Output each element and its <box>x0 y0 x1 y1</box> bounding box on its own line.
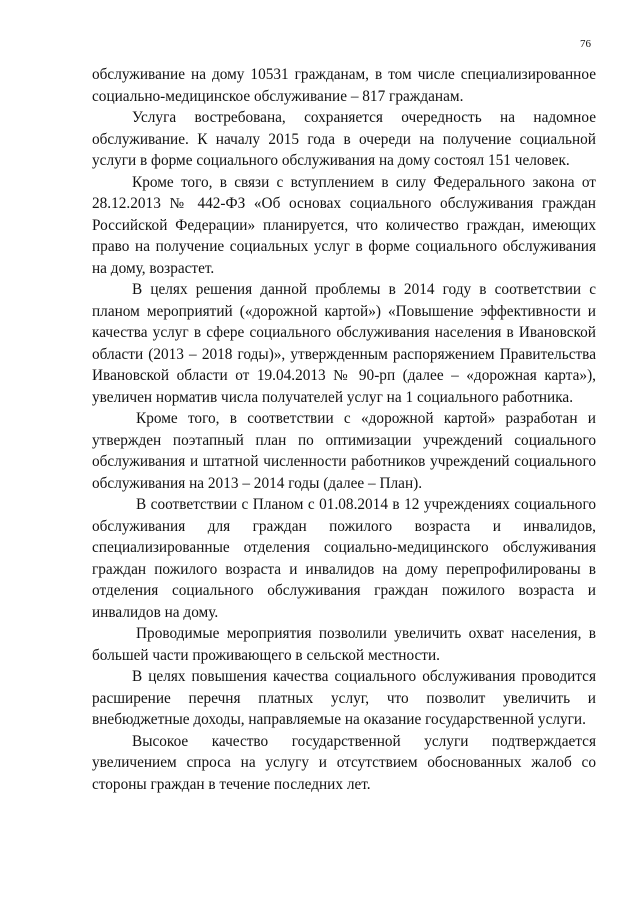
paragraph-8: В целях повышения качества социального обслуживания проводится расширение перечня платных услуг, что позволит увеличить и внебюджетные доходы, направляемые на оказание государственной услуги. <box>92 668 596 728</box>
paragraph-4: В целях решения данной проблемы в 2014 году в соответствии с планом мероприятий («дорожной картой») «Повышение эффективности и качества услуг в сфере социального обслуживания населения в Ивановской области (2013 – 2018 годы)», утвержденным распоряжением Правительства Ивановской области от 19.04.2013 № 90-рп (далее – «дорожная карта»), увеличен норматив числа получателей услуг на 1 социального работника. <box>92 281 596 406</box>
paragraph-1: обслуживание на дому 10531 гражданам, в том числе специализированное социально-медицинское обслуживание – 817 гражданам. <box>92 66 596 105</box>
paragraph-9: Высокое качество государственной услуги подтверждается увеличением спроса на услугу и отсутствием обоснованных жалоб со стороны граждан в течение последних лет. <box>92 732 596 793</box>
paragraph-6: В соответствии с Планом с 01.08.2014 в 12 учреждениях социального обслуживания для граждан пожилого возраста и инвалидов, специализированные отделения социально-медицинского обслуживания граждан пожилого возраста и инвалидов на дому перепрофилированы в отделения социального обслуживания граждан пожилого возраста и инвалидов на дому. <box>92 496 596 621</box>
paragraph-5: Кроме того, в соответствии с «дорожной картой» разработан и утвержден поэтапный план по оптимизации учреждений социального обслуживания и штатной численности работников учреждений социального обслуживания на 2013 – 2014 годы (далее – План). <box>92 410 596 492</box>
paragraph-2: Услуга востребована, сохраняется очередность на надомное обслуживание. К началу 2015 года в очереди на получение социальной услуги в форме социального обслуживания на дому состоял 151 человек. <box>92 109 596 169</box>
page-number: 76 <box>580 38 591 50</box>
paragraph-3: Кроме того, в связи с вступлением в силу Федерального закона от 28.12.2013 № 442-ФЗ «Об основах социального обслуживания граждан Российской Федерации» планируется, что количество граждан, имеющих право на получение социальных услуг в форме социального обслуживания на дому, возрастет. <box>92 173 596 277</box>
paragraph-7: Проводимые мероприятия позволили увеличить охват населения, в большей части проживающего в сельской местности. <box>92 625 596 664</box>
document-body <box>92 64 596 795</box>
